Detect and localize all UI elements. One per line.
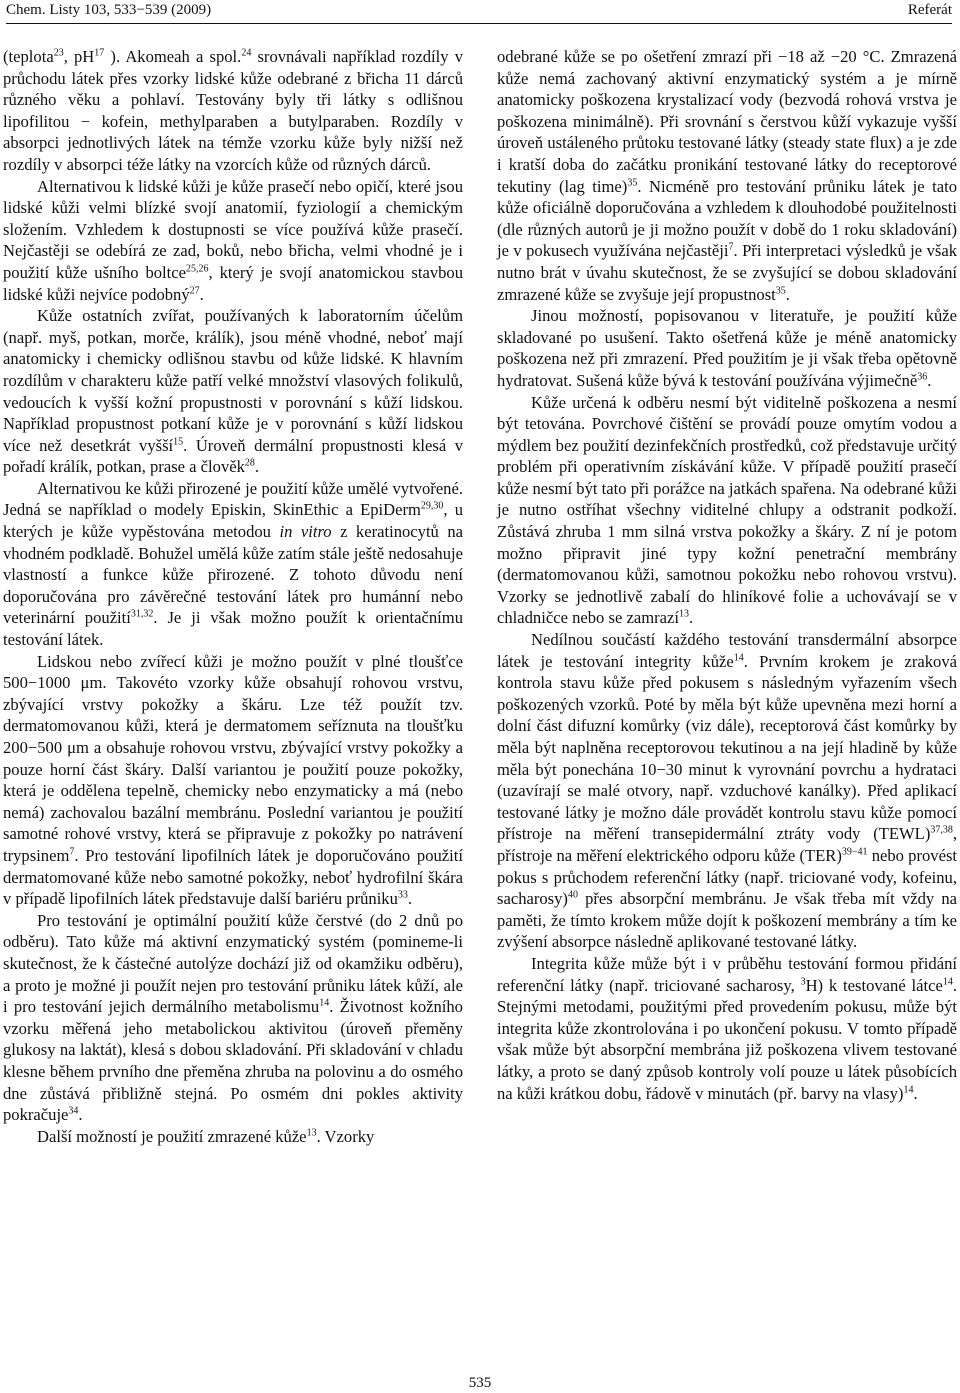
journal-citation: Chem. Listy 103, 533−539 (2009) — [6, 2, 212, 18]
citation-superscript: 13 — [306, 1127, 317, 1139]
citation-superscript: 39−41 — [841, 846, 868, 858]
citation-superscript: 36 — [917, 371, 928, 383]
citation-superscript: 14 — [733, 652, 744, 664]
paragraph: Kůže ostatních zvířat, používaných k laboratorním účelům (např. myš, potkan, morče, králík), jsou méně vhodné, neboť mají anatomicky i chemicky odlišnou stavbu od kůže lidské. K hlavním rozdílům v charakteru kůže patří velké množství vlasových folikulů, vedoucích k vyšší kožní propustnosti v porovnání s kůží lidskou. Například propustnost potkaní kůže je v porovnání s kůží lidskou více než desetkrát vyšší$^{15}$. Úroveň dermální propustnosti klesá v pořadí králík, potkan, prase a člověk$^{28}$. — [3, 306, 463, 477]
paragraph: Jinou možností, popisovanou v literatuře, je použití kůže skladované po usušení. Takto ošetřená kůže je méně anatomicky poškozena než při zmrazení. Před použitím je ji však třeba opětovně hydratovat. Sušená kůže bývá k testování používána výjimečně$^{36}$. — [497, 306, 957, 390]
citation-superscript: 13 — [678, 608, 689, 620]
citation-superscript: 35 — [627, 177, 638, 189]
citation-superscript: 37,38 — [930, 824, 953, 836]
citation-superscript: 23 — [53, 47, 64, 59]
header-rule — [6, 23, 952, 24]
citation-superscript: 29,30 — [420, 500, 444, 512]
citation-superscript: 15 — [173, 436, 184, 448]
citation-superscript: 28 — [244, 457, 255, 469]
citation-superscript: 7 — [69, 846, 75, 858]
citation-superscript: 14 — [942, 976, 953, 987]
paragraph: odebrané kůže se po ošetření zmrazí při −18 až −20 °C. Zmrazená kůže nemá zachovaný aktivní enzymatický systém a je mírně anatomicky poškozena krystalizací vody (bezvodá rohová vrstva je poškozena minimálně). Při srovnání s čerstvou kůží vykazuje vyšší úroveň ustáleného průtoku testované látky (steady state flux) a je zde i kratší doba do začátku pronikání testované látky do receptorové tekutiny (lag time)$^{35}$. Nicméně pro testování průniku látek je tato kůže oficiálně doporučována a vzhledem k dlouhodobé použitelnosti (dle různých autorů je ji možno použít v době do 1 roku skladování) je v pokusech využívána nejčastěji$^7$. Při interpretaci výsledků je však nutno brát v úvahu skutečnost, že se zvyšující se dobou skladování zmrazené kůže se zvyšuje její propustnost$^{35}$. — [497, 47, 957, 304]
paragraph: Kůže určená k odběru nesmí být viditelně poškozena a nesmí být tetována. Povrchové čištění se provádí pouze omytím vodou a mýdlem bez použití dezinfekčních prostředků, což představuje určitý problém při operativním získávání kůže. V případě použití prasečí kůže nesmí být tato při porážce na jatkách spařena. Na odebrané kůži je nutno ostříhat všechny viditelné chlupy a odstranit podkoží. Zůstává zhruba 1 mm silná vrstva pokožky a škáry. Z ní je potom možno připravit jiné typy kožní penetrační membrány (dermatomovanou kůži, samotnou pokožku nebo rohovou vrstvu). Vzorky se jednotlivě zabalí do hliníkové folie a uchovávají se v chladničce nebo se zamrazí$^{13}$. — [497, 392, 957, 628]
citation-superscript: 27 — [189, 285, 200, 296]
section-label: Referát — [907, 2, 952, 18]
paragraph: Integrita kůže může být i v průběhu testování formou přidání referenční látky (např. triciované sacharosy, $^3$H) k testované látce$^{14}$. Stejnými metodami, použitými před provedením pokusu, může být integrita kůže zkontrolována i po ukončení pokusu. V tomto případě však může být absorpční membrána již poškozena vlivem testované látky, a proto se daný způsob kontroly volí pouze u látek působících na kůži krátkou dobu, řádově v minutách (př. barvy na vlasy)$^{14}$. — [497, 953, 957, 1103]
page-number: 535 — [468, 1375, 492, 1391]
citation-superscript: 35 — [775, 285, 786, 296]
citation-superscript: 17 — [94, 47, 105, 59]
paragraph: Alternativou ke kůži přirozené je použití kůže umělé vytvořené. Jedná se například o modely Episkin, SkinEthic a EpiDerm$^{29,30}$, u kterých je kůže vypěstována metodou in vitro z keratinocytů na vhodném podkladě. Bohužel umělá kůže zatím stále ještě nedosahuje vlastností a funkce kůže přirozené. Z tohoto důvodu není doporučována pro závěrečné testování látek pro humánní nebo veterinární použití$^{31,32}$. Je ji však možno použít k orientačnímu testování látek. — [3, 478, 464, 650]
citation-superscript: 34 — [68, 1105, 79, 1117]
paragraph: Alternativou k lidské kůži je kůže prasečí nebo opičí, které jsou lidské kůži velmi blízké svojí anatomií, fyziologií a chemickým složením. Vzhledem k dostupnosti se více používá kůže prasečí. Nejčastěji se odebírá ze zad, boků, nebo břicha, velmi vhodné je i použití kůže ušního boltce$^{25,26}$, který je svojí anatomickou stavbou lidské kůži nejvíce podobný$^{27}$. — [3, 176, 464, 304]
paragraph: Pro testování je optimální použití kůže čerstvé (do 2 dnů po odběru). Tato kůže má aktivní enzymatický systém (pomineme-li skutečnost, že k částečné autolýze dochází již od okamžiku odběru), a proto je možné ji použít nejen pro testování průniku látek kůží, ale i pro testování jejich dermálního metabolismu$^{14}$. Životnost kožního vzorku měřená jeho metabolickou aktivitou (úroveň přeměny glukosy na laktát), klesá s dobou skladování. Při skladování v chladu klesne během prvního dne přeměna zhruba na polovinu a do osmého dne zůstává přibližně stejná. Po osmém dni pokles aktivity pokračuje$^{34}$. — [3, 910, 463, 1125]
paragraph: Nedílnou součástí každého testování transdermální absorpce látek je testování integrity kůže$^{14}$. Prvním krokem je zraková kontrola stavu kůže před pokusem s následným vyřazením všech poškozených vzorků. Poté by měla být kůže upevněna mezi horní a dolní část difuzní komůrky (viz dále), receptorová část komůrky by měla být naplněna receptorovou tekutinou a na její hladině by kůže měla být ponechána 10−30 minut k vyrovnání povrchu a hydrataci (uzavírají se malé otvory, např. vzduchové kanálky). Před aplikací testované látky je možno dále provádět kontrolu stavu kůže pomocí přístroje na měření transepidermální ztráty vody (TEWL)$^{37,38}$, přístroje na měření elektrického odporu kůže (TER)$^{39-41}$ nebo provést pokus s průchodem referenční látky (např. triciované vody, kofeinu, sacharosy)$^{40}$ přes absorpční membránu. Je však třeba mít vždy na paměti, že tímto krokem může dojít k poškození membrány a tím ke zvýšení absorpce následně aplikované testované látky. — [497, 630, 958, 952]
citation-superscript: 40 — [567, 889, 578, 901]
paragraph: (teplota$^{23}$, $pH^{17}$ ). Akomeah a spol.$^{24}$ srovnávali například rozdíly v průchodu látek přes vzorky lidské kůže odebrané z břicha 11 dárců různého věku a pohlaví. Testovány byly tři látky s odlišnou lipofilitou − kofein, methylparaben a butylparaben. Rozdíly v absorpci jednotlivých látek na témže vzorku kůže byly nižší než rozdíly v absorpci téže látky na vzorcích kůže od různých dárců. — [3, 47, 463, 174]
italic-term: in vitro — [279, 522, 332, 542]
left-column — [3, 46, 463, 1147]
citation-superscript: 31,32 — [130, 608, 154, 620]
citation-superscript: 25,26 — [186, 263, 209, 275]
citation-superscript: 14 — [319, 997, 330, 1009]
citation-superscript: 33 — [397, 889, 408, 901]
right-column — [497, 46, 957, 1104]
running-header — [6, 0, 952, 22]
paragraph: Lidskou nebo zvířecí kůži je možno použít v plné tloušťce 500−1000 μm. Takovéto vzorky kůže obsahují rohovou vrstvu, zbývající vrstvy pokožky a škáru. Lze též použít tzv. dermatomovanou kůži, která je dermatomem seříznuta na tloušťku 200−500 μm a obsahuje rohovou vrstvu, zbývající vrstvy pokožky a pouze horní část škáry. Další variantou je použití pouze pokožky, která je oddělena tepelně, chemicky nebo enzymaticky a má (nebo nemá) zachovalou bazální membránu. Poslední variantou je použití samotné rohové vrstvy, která se připravuje z pokožky po natrávení trypsinem$^7$. Pro testování lipofilních látek je doporučováno použití dermatomované kůže nebo samotné pokožky, neboť hydrofilní škára v případě lipofilních látek představuje další bariéru průniku$^{33}$. — [3, 651, 463, 909]
citation-superscript: 24 — [241, 47, 252, 59]
paragraph: Další možností je použití zmrazené kůže$^{13}$. Vzorky — [37, 1126, 375, 1146]
citation-superscript: 14 — [903, 1083, 914, 1095]
citation-superscript: 3 — [800, 976, 806, 987]
citation-superscript: 7 — [728, 241, 734, 253]
